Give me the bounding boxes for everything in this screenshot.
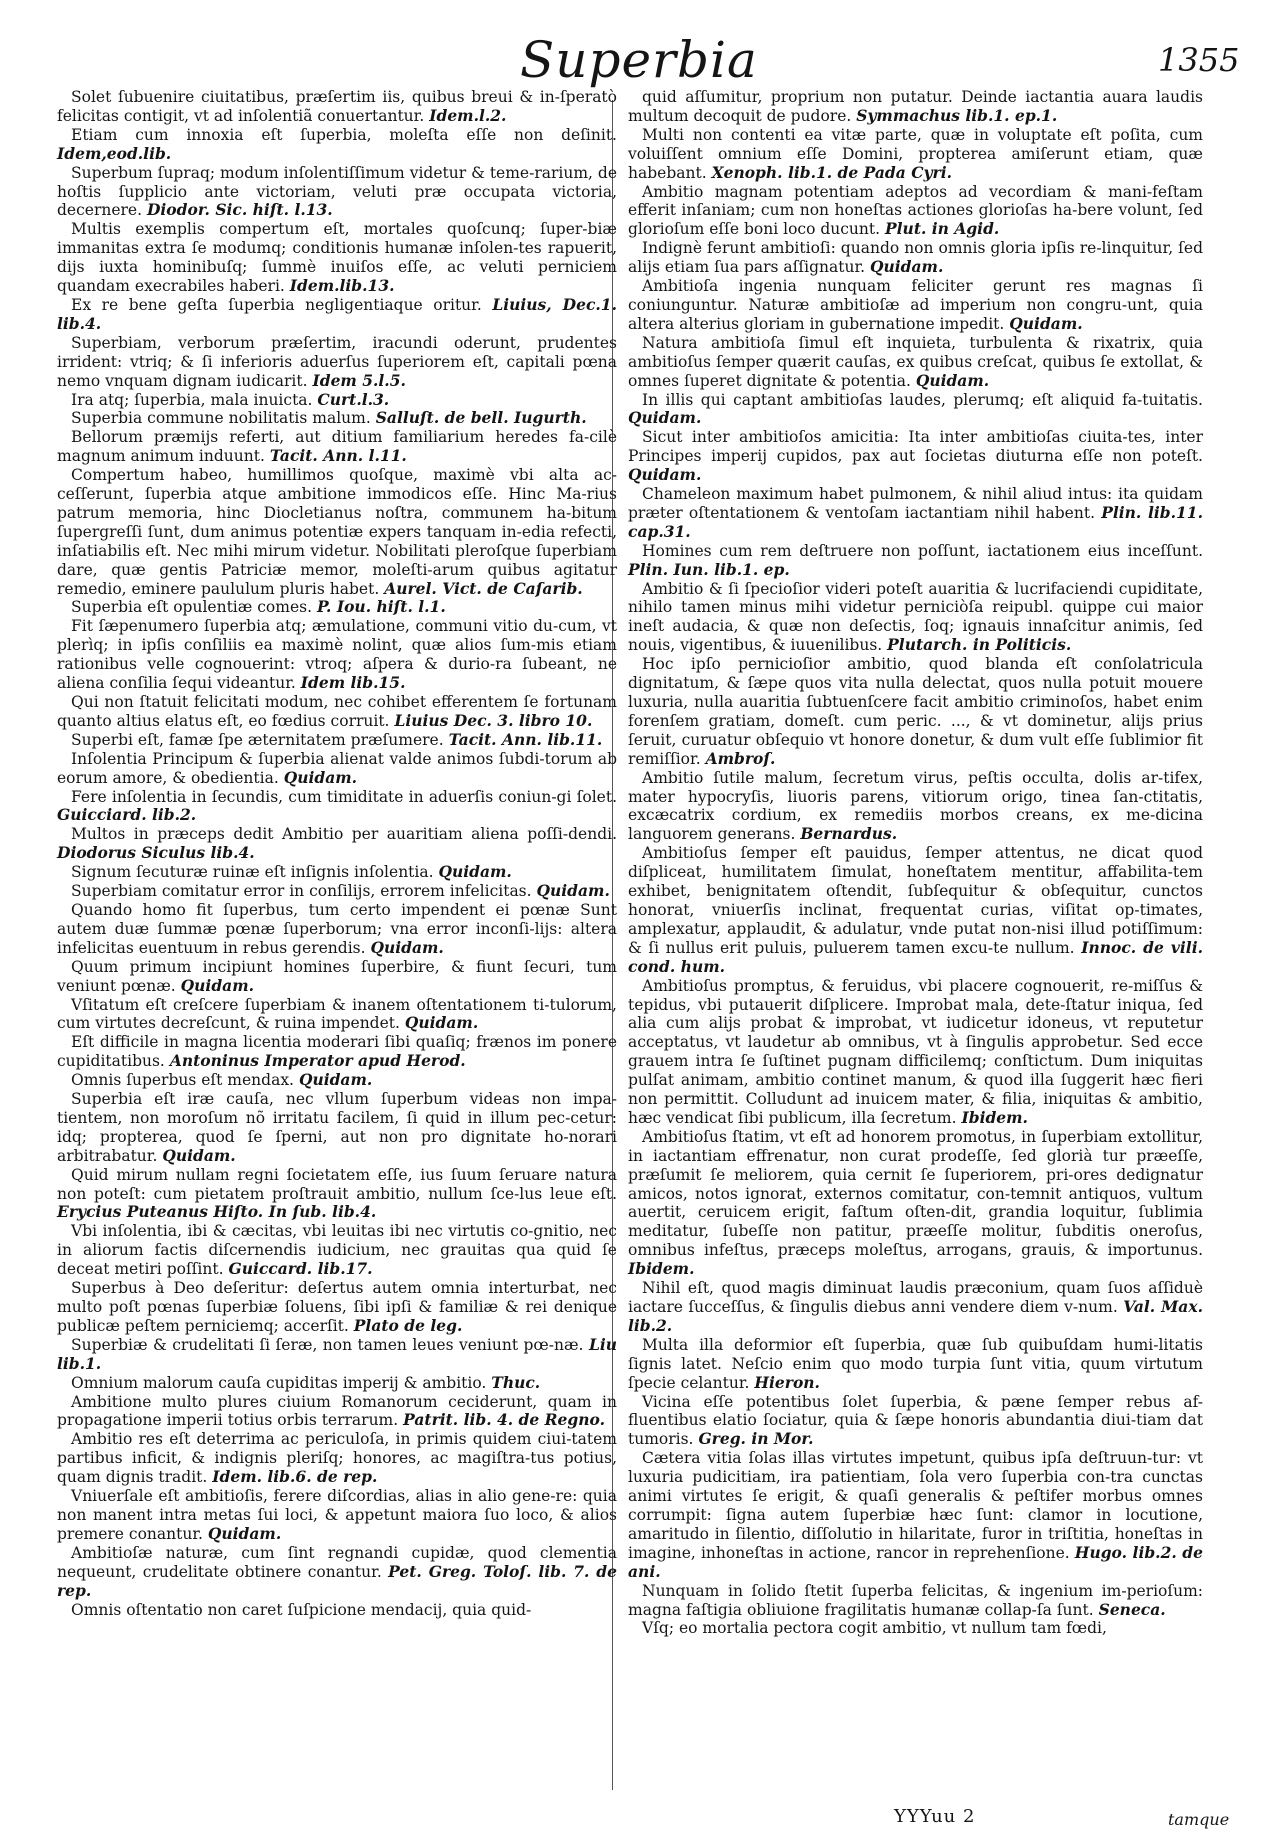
quotation-entry (628, 485, 1203, 542)
quotation-entry (57, 1487, 617, 1544)
quotation-source: Bernardus. (800, 824, 898, 844)
quotation-source: Idem lib.15. (300, 673, 406, 693)
quotation-entry (57, 863, 617, 882)
quotation-text: Ambitioſæ naturæ, cum ſint regnandi cupidæ, quod clementia nequeunt, crudelitate obtinere conantur. (57, 1543, 617, 1581)
quotation-entry (57, 1090, 617, 1166)
page-footer (0, 1806, 1276, 1832)
quotation-entry (57, 996, 617, 1034)
quotation-text: Omnis ſuperbus eſt mendax. (71, 1071, 294, 1090)
quotation-source: Erycius Puteanus Hiſto. In ſub. lib.4. (57, 1202, 377, 1222)
quotation-text: Multa illa deformior eſt ſuperbia, quæ ſub quibuſdam humi-litatis ſignis latet. Neſcio enim quo modo turpia ſunt vitia, quum virtutum ſpecie celantur. (628, 1335, 1203, 1392)
quotation-text: Ambitio ſutile malum, ſecretum virus, peſtis occulta, dolis ar-tifex, mater hypocryſis, liuoris parens, vitiorum origo, tinea ſan-ctitatis, excæcatrix cordium, ex remediis morbos creans, ex me-dicina languorem generans. (628, 768, 1203, 844)
right-column (628, 88, 1203, 1638)
quotation-text: Homines cum rem deſtruere non poſſunt, iactationem eius inceſſunt. (642, 541, 1203, 560)
quotation-source: Tacit. Ann. lib.11. (448, 729, 603, 749)
quotation-text: Quum primum incipiunt homines ſuperbire, & fiunt ſecuri, tum veniunt pœnæ. (57, 957, 617, 995)
quotation-entry (57, 1279, 617, 1336)
quotation-source: Innoc. de vili. cond. hum. (628, 937, 1203, 976)
quotation-entry (628, 1582, 1203, 1620)
quotation-text: Qui non ſtatuit felicitati modum, nec cohibet efferentem ſe fortunam quanto altius elatus eſt, eo fœdius corruit. (57, 693, 617, 730)
quotation-entry (57, 1601, 617, 1620)
page-number: 1355 (1158, 41, 1240, 79)
quotation-text: Superbia eſt iræ cauſa, nec vllum ſuperbum videas non impa-tientem, non moroſum nõ irritatu facilem, ſi quid in illum pec-cetur: idq; propterea, quod ſe ſperni, aut non pro dignitate ho-norari arbitrabatur. (57, 1090, 617, 1165)
quotation-entry (57, 788, 617, 826)
quotation-entry (57, 409, 617, 428)
quotation-entry (57, 1430, 617, 1487)
quotation-source: Aurel. Vict. de Caſarib. (384, 578, 583, 598)
quotation-source: Quidam. (404, 1013, 479, 1033)
quotation-source: Quidam. (628, 408, 702, 428)
quotation-source: Hugo. lib.2. de ani. (628, 1542, 1204, 1581)
quotation-source: Val. Max. lib.2. (628, 1297, 1203, 1335)
quotation-text: Vſq; eo mortalia pectora cogit ambitio, vt nullum tam fœdi, (642, 1619, 1107, 1638)
quotation-text: Superbiæ & crudelitati ſi ſeræ, non tamen leues veniunt pœ-næ. (71, 1335, 584, 1354)
quotation-entry (628, 769, 1203, 845)
quotation-source: Guicciard. lib.2. (57, 805, 197, 825)
quotation-entry (57, 1222, 617, 1279)
quotation-source: Quidam. (628, 465, 702, 485)
quotation-entry (57, 825, 617, 863)
quotation-entry (628, 126, 1203, 183)
quotation-source: Thuc. (491, 1372, 541, 1392)
quotation-entry (57, 466, 617, 598)
signature-mark: YYYuu 2 (894, 1806, 976, 1827)
quotation-source: P. Iou. hiſt. l.1. (316, 597, 446, 617)
quotation-text: Ambitioſa ingenia nunquam feliciter gerunt res magnas ſi coniunguntur. Naturæ ambitioſæ ad imperium non congru-unt, quia altera alterius gloriam in gubernatione impedit. (628, 277, 1203, 333)
quotation-entry (57, 693, 617, 731)
quotation-text: Ambitio res eſt deterrima ac periculoſa, in primis quidem ciui-tatem partibus inficit, & indignis pleriſq; honores, ac magiſtra-tus potius, quam dignis tradit. (57, 1430, 617, 1487)
quotation-entry (57, 901, 617, 958)
quotation-source: Quidam. (180, 975, 254, 995)
quotation-text: Sicut inter ambitioſos amicitia: Ita inter ambitioſas ciuita-tes, inter Principes imperij cupidos, pax aut ſocietas diuturna eſſe non poteſt. (628, 428, 1203, 466)
quotation-entry (628, 183, 1203, 240)
quotation-entry (628, 88, 1203, 126)
quotation-text: Fere inſolentia in ſecundis, cum timiditate in aduerſis coniun-gi ſolet. (71, 787, 617, 806)
quotation-text: Superbus à Deo deſeritur: deſertus autem omnia interturbat, nec multo poſt pœnas ſuperbiæ ſoluens, ſibi ipſi & familiæ & rei denique publicæ peſtem perniciemq; accerſit. (57, 1279, 617, 1335)
quotation-source: Guiccard. lib.17. (228, 1259, 373, 1279)
quotation-source: Ambroſ. (705, 748, 776, 768)
quotation-entry (57, 958, 617, 996)
quotation-source: Seneca. (1098, 1599, 1166, 1619)
quotation-source: Idem.lib.13. (289, 276, 395, 296)
quotation-entry (57, 391, 617, 410)
quotation-text: Multis exemplis compertum eſt, mortales quoſcunq; ſuper-biæ immanitas extra ſe modumq; conditionis humanæ inſolen-tes rapuerit, dijs iuxta hominibuſq; ſummè inuiſos eſſe, ac veluti perniciem quandam execrabiles haberi. (57, 220, 617, 296)
quotation-source: Plin. Iun. lib.1. ep. (628, 559, 790, 579)
quotation-entry (57, 334, 617, 391)
quotation-text: Nunquam in ſolido ſtetit ſuperba felicitas, & ingenium im-perioſum: magna faſtigia obliuione fragilitatis humanæ collap-ſa ſunt. (628, 1581, 1203, 1619)
quotation-source: Plin. lib.11. cap.31. (628, 502, 1203, 541)
quotation-source: Quidam. (298, 1070, 373, 1090)
quotation-entry (57, 220, 617, 296)
quotation-entry (628, 844, 1203, 976)
running-header (0, 30, 1276, 90)
quotation-entry (57, 1544, 617, 1601)
quotation-entry (57, 1071, 617, 1090)
quotation-text: Vſitatum eſt creſcere ſuperbiam & inanem oſtentationem ti-tulorum, cum virtutes decreſcunt, & ruina impendet. (57, 995, 617, 1033)
quotation-source: Quidam. (536, 881, 610, 901)
quotation-text: Hoc ipſo pernicioſior ambitio, quod blanda eſt conſolatricula dignitatum, & ſæpe quos vita nulla delectat, quos nulla potuit mouere luxuria, nulla auaritia ſubtuenſcere facit ambitio criminoſos, habet enim forenſem gratiam, domeſt. cum peric. ..., & vt dominetur, alijs prius ſeruit, curuatur obſequio vt honore donetur, & dum vult eſſe ſublimior fit remiſſior. (628, 655, 1203, 768)
quotation-text: Fit ſæpenumero ſuperbia atq; æmulatione, communi vitio du-cum, vt plerìq; in ipſis conſiliis ea maximè nolint, quæ alios ſum-mis etiam rationibus velle cognouerint: vtroq; aſpera & durio-ra ſubeant, ne aliena conſilia ſequi videantur. (57, 617, 617, 693)
quotation-entry (57, 617, 617, 693)
quotation-source: Patrit. lib. 4. de Regno. (403, 1410, 605, 1430)
quotation-text: Ambitio magnam potentiam adeptos ad vecordiam & mani-feſtam efferit inſaniam; cum non honeſtas actiones glorioſas ha-bere volunt, ſed glorioſum eſſe boni loco ducunt. (628, 182, 1203, 239)
quotation-source: Liuius, Dec.1. lib.4. (57, 294, 617, 333)
quotation-entry (57, 1033, 617, 1071)
quotation-source: Tacit. Ann. l.11. (269, 446, 407, 466)
quotation-source: Liuius Dec. 3. libro 10. (394, 710, 593, 730)
quotation-text: Omnium malorum cauſa cupiditas imperij & ambitio. (71, 1373, 487, 1392)
quotation-source: Idem. lib.6. de rep. (212, 1467, 378, 1487)
quotation-source: Diodorus Siculus lib.4. (57, 843, 255, 863)
quotation-entry (628, 391, 1203, 429)
quotation-source: Ibidem. (961, 1107, 1028, 1127)
quotation-entry (628, 428, 1203, 485)
quotation-source: Quidam. (283, 767, 358, 787)
quotation-entry (628, 580, 1203, 656)
quotation-source: Plutarch. in Politicis. (887, 635, 1072, 655)
quotation-text: Natura ambitioſa ſimul eſt inquieta, turbulenta & rixatrix, quia ambitioſus ſemper quærit cauſas, ex quibus creſcat, quibus ſe extollat, & omnes ſuperet dignitate & potentia. (628, 333, 1203, 390)
quotation-entry (628, 1619, 1203, 1638)
quotation-source: Idem 5.l.5. (312, 370, 406, 390)
quotation-text: Multi non contenti ea vitæ parte, quæ in voluptate eſt poſita, cum voluiſſent omnium eſſe Domini, propterea amiſerunt etiam, quæ habebant. (628, 125, 1203, 182)
quotation-entry (628, 977, 1203, 1128)
quotation-text: Etiam cum innoxia eſt ſuperbia, moleſta eſſe non deſinit. (71, 125, 617, 144)
quotation-source: Quidam. (438, 862, 512, 882)
quotation-text: Indignè ferunt ambitioſi: quando non omnis gloria ipſis re-linquitur, ſed alijs etiam ſua pars aſſignatur. (628, 239, 1203, 277)
quotation-text: Superbi eſt, famæ ſpe æternitatem præſumere. (71, 730, 444, 749)
quotation-entry (57, 750, 617, 788)
quotation-entry (628, 1128, 1203, 1279)
quotation-text: Cætera vitia ſolas illas virtutes impetunt, quibus ipſa deſtruun-tur: vt luxuria pudicitiam, ira patientiam, ſola vero ſuperbia con-tra cunctas animi virtutes ſe erigit, & quaſi generalis & peſtifer morbus omnes corrumpit: ſigna autem ſuperbiæ hæc ſunt: clamor in locutione, amaritudo in ſilentio, diſſolutio in hilaritate, furor in triſtitia, honeſtas in imagine, inhoneſtas in actione, rancor in reprehenſione. (628, 1449, 1203, 1562)
quotation-entry (57, 428, 617, 466)
quotation-entry (628, 239, 1203, 277)
quotation-source: Quidam. (915, 370, 990, 390)
quotation-source: Idem.l.2. (429, 105, 507, 125)
quotation-text: Superbiam comitatur error in conſilijs, errorem infelicitas. (71, 882, 532, 901)
quotation-source: Hieron. (754, 1372, 820, 1392)
quotation-entry (57, 1336, 617, 1374)
quotation-entry (57, 1166, 617, 1223)
quotation-text: Solet ſubuenire ciuitatibus, præſertim iis, quibus breui & in-ſperatò felicitas contigit, vt ad inſolentiã conuertantur. (57, 88, 617, 125)
quotation-text: Signum ſecuturæ ruinæ eſt inſignis inſolentia. (71, 863, 434, 882)
quotation-source: Symmachus lib.1. ep.1. (856, 105, 1058, 125)
quotation-text: Ambitione multo plures ciuium Romanorum ceciderunt, quam in propagatione imperii totius orbis terrarum. (57, 1392, 617, 1430)
quotation-text: Quid mirum nullam regni ſocietatem eſſe, ius ſuum ſeruare natura non poteſt: cum pietatem proſtrauit ambitio, nullum ſce-lus leue eſt. (57, 1165, 617, 1203)
quotation-entry (628, 1393, 1203, 1450)
quotation-source: Quidam. (370, 937, 444, 957)
quotation-text: In illis qui captant ambitioſas laudes, plerumq; eſt aliquid fa-tuitatis. (642, 390, 1203, 409)
quotation-source: Ibidem. (628, 1259, 695, 1279)
quotation-source: Idem,eod.lib. (57, 143, 172, 163)
quotation-text: Nihil eſt, quod magis diminuat laudis præconium, quam ſuos aſſiduè iactare ſucceſſus, & ſingulis diebus anni vendere diem v-num. (628, 1279, 1203, 1316)
quotation-entry (57, 126, 617, 164)
quotation-entry (57, 164, 617, 221)
quotation-source: Greg. in Mor. (698, 1429, 814, 1449)
quotation-entry (57, 88, 617, 126)
quotation-source: Liu lib.1. (57, 1334, 617, 1373)
quotation-text: Bellorum præmijs referti, aut ditium familiarium heredes fa-cilè magnum animum induunt. (57, 428, 617, 466)
quotation-entry (628, 542, 1203, 580)
quotation-source: Plato de leg. (353, 1315, 463, 1335)
quotation-source: Quidam. (1009, 313, 1083, 333)
quotation-text: Ambitioſus promptus, & feruidus, vbi placere cognouerit, re-miſſus & tepidus, vbi putauerit diſplicere. Improbat mala, dete-ſtatur iniqua, ſed alia cum alijs probat & improbat, vt iudicetur idoneus, vt reputetur acceptatus, vt laudetur ab omnibus, vt à ſingulis approbetur. Sed ecce grauem intra ſe ſuſtinet pugnam difficilemq; conſtictum. Dum iniquitas pulſat animam, ambitio continet manum, & quod illa ſuggerit hæc fieri non permittit. Colludunt ad inuicem mater, & filia, iniquitas & ambitio, hæc vendicat ſibi publicum, illa ſecretum. (628, 976, 1203, 1127)
quotation-entry (628, 277, 1203, 334)
quotation-entry (628, 334, 1203, 391)
quotation-entry (57, 1374, 617, 1393)
quotation-text: Vicina eſſe potentibus ſolet ſuperbia, & pæne ſemper rebus af-fluentibus elatio ſociatur, quia & ſæpe honoris abundantia diui-tiam dat tumoris. (628, 1392, 1203, 1449)
quotation-entry (57, 1393, 617, 1431)
quotation-text: Eſt difficile in magna licentia moderari ſibi quaſiq; frænos im ponere cupiditatibus. (57, 1033, 617, 1071)
quotation-text: Superbiam, verborum præſertim, iracundi oderunt, prudentes irrident: vtriq; & ſi inferioris aduerſus ſuperiorem eſt, capitali pœna nemo vnquam dignam iudicarit. (57, 333, 617, 390)
quotation-text: Superbia eſt opulentiæ comes. (71, 598, 313, 617)
quotation-text: Inſolentia Principum & ſuperbia alienat valde animos ſubdi-torum ab eorum amore, & obedientia. (57, 749, 617, 787)
quotation-entry (57, 296, 617, 334)
quotation-text: Chameleon maximum habet pulmonem, & nihil aliud intus: ita quidam præter oſtentationem & ventoſam iactantiam nihil habent. (628, 485, 1203, 522)
quotation-entry (628, 1336, 1203, 1393)
page-title: Superbia (520, 31, 758, 89)
quotation-text: Ambitioſus ſtatim, vt eſt ad honorem promotus, in ſuperbiam extollitur, in iactantiam effrenatur, non curat prodeſſe, ſed glorià tur præeſſe, præſumit ſe meliorem, quia cernit ſe ſuperiorem, pri-ores dedignatur amicos, notos ignorat, externos comitatur, con-temnit antiquos, vultum auertit, ceruicem erigit, faſtum oſten-dit, grandia loquitur, ſublimia meditatur, ſubeſſe non patitur, præeſſe molitur, ſubditis oneroſus, omnibus infeſtus, præceps moleſtus, arrogans, grauis, & importunus. (628, 1127, 1203, 1260)
quotation-source: Xenoph. lib.1. de Pada Cyri. (711, 162, 952, 182)
quotation-entry (57, 882, 617, 901)
quotation-source: Quidam. (870, 257, 944, 277)
quotation-text: Ira atq; ſuperbia, mala inuicta. (71, 390, 313, 409)
quotation-text: Superbia commune nobilitatis malum. (71, 409, 371, 428)
quotation-source: Pet. Greg. Toloſ. lib. 7. de rep. (57, 1561, 617, 1600)
quotation-text: Superbum ſupraq; modum inſolentiſſimum videtur & teme-rarium, de hoſtis ſupplicio ante victoriam, veluti præ occupata victoria, decernere. (57, 163, 617, 220)
quotation-text: Ambitioſus ſemper eſt pauidus, ſemper attentus, ne dicat quod diſpliceat, humilitatem ſimulat, honeſtatem mentitur, affabilita-tem exhibet, benignitatem oſtendit, ſubſequitur & obſequitur, cunctos honorat, vniuerſis inclinat, frequentat curias, viſitat op-timates, amplexatur, applaudit, & adulatur, vnde putat non-nisi illud potiſſimum: & ſi nullus erit puluis, puluerem tamen excu-te nullum. (628, 844, 1203, 957)
quotation-source: Antoninus Imperator apud Herod. (169, 1051, 466, 1071)
quotation-text: quid aſſumitur, proprium non putatur. Deinde iactantia auara laudis multum decoquit de pudore. (628, 88, 1203, 125)
quotation-entry (628, 655, 1203, 768)
quotation-text: Compertum habeo, humillimos quoſque, maximè vbi alta ac-ceſſerunt, ſuperbia atque ambitione immodicos eſſe. Hinc Ma-rius patrum memoria, hinc Diocletianus noſtra, communem ha-bitum ſupergreſſi ſunt, dum animus potentiæ expers tanquam in-edia refecti, inſatiabilis eſt. Nec mihi mirum videtur. Nobilitati pleroſque ſuperbiam dare, quæ gentis Patriciæ memor, moleſti-arum quibus agitatur remedio, eminere paululum pluris habet. (57, 466, 617, 598)
quotation-text: Ex re bene geſta ſuperbia negligentiaque oritur. (71, 295, 482, 314)
quotation-text: Ambitio & ſi ſpecioſior videri poteſt auaritia & lucrifaciendi cupiditate, nihilo tamen minus mihi videtur perniciòſa reipubl. quippe cui maior ineſt audacia, & quæ non deſectis, ſoq; ignauis innaſcitur animis, ſed nouis, vigentibus, & iuuenilibus. (628, 579, 1203, 655)
quotation-entry (628, 1279, 1203, 1336)
quotation-text: Omnis oſtentatio non caret ſuſpicione mendacij, quia quid- (71, 1600, 532, 1619)
quotation-source: Quidam. (207, 1523, 282, 1543)
quotation-source: Curt.l.3. (317, 389, 390, 409)
quotation-source: Quidam. (162, 1145, 236, 1165)
quotation-text: Multos in præceps dedit Ambitio per auaritiam aliena poſſi-dendi. (71, 825, 617, 844)
quotation-entry (57, 731, 617, 750)
quotation-source: Plut. in Agid. (885, 219, 1000, 239)
quotation-text: Vniuerſale eſt ambitioſis, ferere diſcordias, alias in alio gene-re: quia non manent intra metas ſui loci, & appetunt maiora ſuo loco, & alios premere conantur. (57, 1487, 617, 1543)
quotation-source: Diodor. Sic. hiſt. l.13. (146, 200, 333, 220)
left-column (57, 88, 617, 1619)
quotation-entry (57, 598, 617, 617)
quotation-source: Salluſt. de bell. Iugurth. (375, 408, 587, 428)
quotation-text: Vbi inſolentia, ibi & cæcitas, vbi leuitas ibi nec virtutis co-gnitio, nec in aliorum factis diſcernendis iudicium, nec grauitas qua quid ſe deceat metiri poſſint. (57, 1222, 617, 1279)
quotation-text: Quando homo fit ſuperbus, tum certo impendent ei pœnæ Sunt autem duæ ſummæ pœnæ ſuperborum; vna error inconſi-lijs: altera infelicitas euentuum in rebus gerendis. (57, 900, 617, 957)
catchword: tamque (1168, 1810, 1230, 1829)
quotation-entry (628, 1449, 1203, 1581)
